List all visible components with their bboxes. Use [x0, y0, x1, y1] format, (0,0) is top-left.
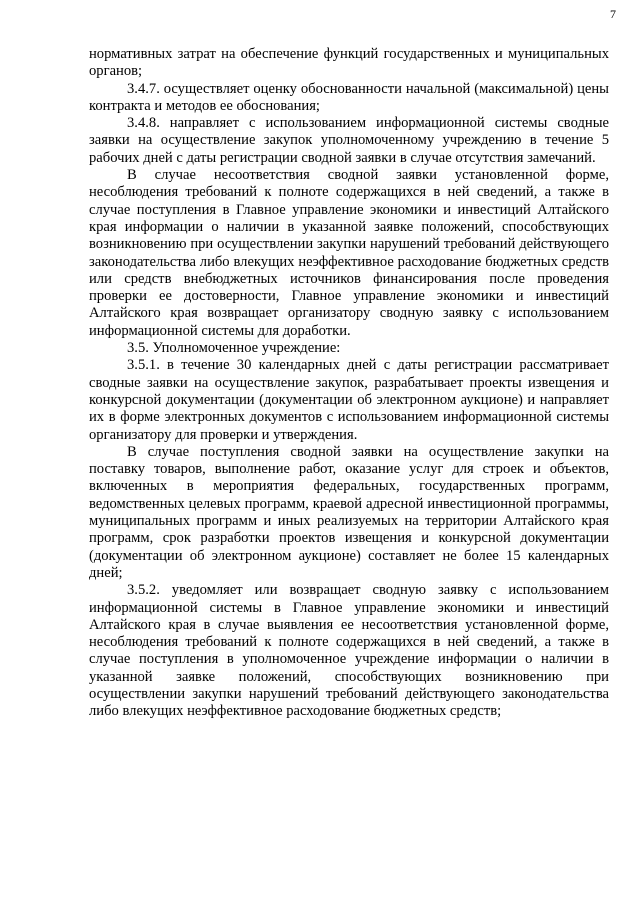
- paragraph-3-4-8: 3.4.8. направляет с использованием информационной системы сводные заявки на осуществление закупок уполномоченному учреждению в течение 5 рабочих дней с даты регистрации сводной заявки в случае отсутствия замечаний.: [89, 115, 609, 166]
- paragraph-3-5-heading: 3.5. Уполномоченное учреждение:: [127, 340, 341, 357]
- paragraph-3-4-7: 3.4.7. осуществляет оценку обоснованности начальной (максимальной) цены контракта и методов ее обоснования;: [89, 80, 609, 114]
- page-number: 7: [610, 7, 616, 21]
- document-body: [89, 46, 609, 721]
- paragraph-3-5-1: 3.5.1. в течение 30 календарных дней с даты регистрации рассматривает сводные заявки на осуществление закупок, разрабатывает проекты извещения и конкурсной документации (документации об электронном аукционе) и направляет их в форме электронных документов с использованием информационной системы организатору для проверки и утверждения.: [89, 357, 609, 443]
- paragraph-programs: В случае поступления сводной заявки на осуществление закупки на поставку товаров, выполнение работ, оказание услуг для строек и объектов, включенных в мероприятия федеральных, государственных программ, ведомственных целевых программ, краевой адресной инвестиционной программы, муниципальных программ и иных реализуемых на территории Алтайского края программ, срок разработки проектов извещения и конкурсной документации (документации об электронном аукционе) составляет не более 15 календарных дней;: [89, 443, 609, 581]
- paragraph-continuation: нормативных затрат на обеспечение функций государственных и муниципальных органов;: [89, 46, 609, 80]
- paragraph-3-5-2: 3.5.2. уведомляет или возвращает сводную заявку с использованием информационной системы в Главное управление экономики и инвестиций Алтайского края в случае выявления ее несоответствия установленной форме, несоблюдения требований к полноте содержащихся в ней сведений, а также в случае поступления в уполномоченное учреждение информации о наличии в указанной заявке положений, способствующих возникновению при осуществлении закупки нарушений требований действующего законодательства либо влекущих неэффективное расходование бюджетных средств;: [89, 582, 609, 720]
- paragraph-nonconformity: В случае несоответствия сводной заявки установленной форме, несоблюдения требований к полноте содержащихся в ней сведений, а также в случае поступления в Главное управление экономики и инвестиций Алтайского края информации о наличии в указанной заявке положений, способствующих возникновению при осуществлении закупки нарушений требований действующего законодательства либо влекущих неэффективное расходование бюджетных средств или средств внебюджетных источников финансирования после проведения проверки ее достоверности, Главное управление экономики и инвестиций Алтайского края возвращает организатору сводную заявку с использованием информационной системы для доработки.: [89, 167, 609, 339]
